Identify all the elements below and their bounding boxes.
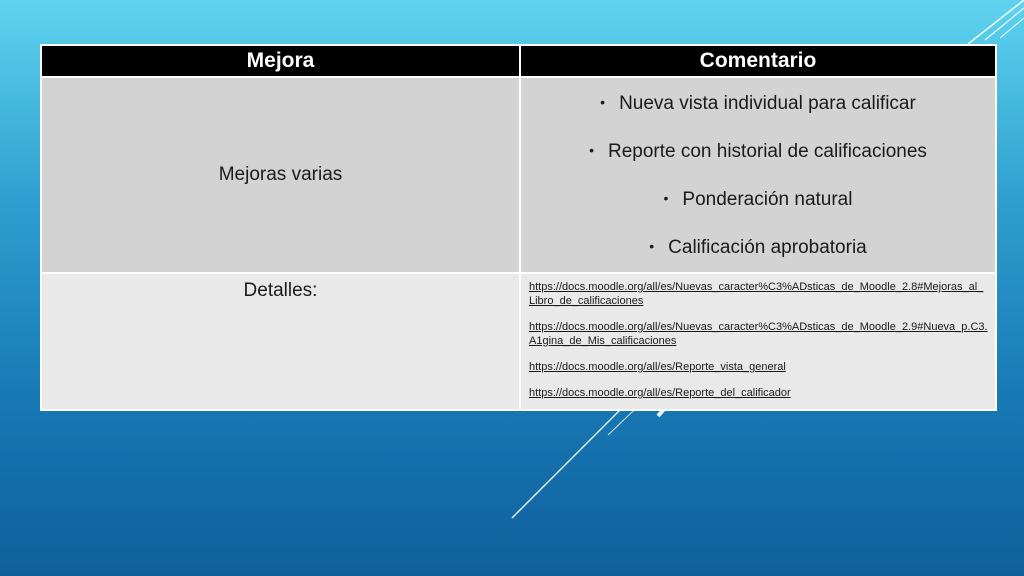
comparison-table: [40, 44, 997, 411]
table-row: [41, 77, 996, 273]
bullet-icon: •: [649, 238, 655, 254]
list-item-text: Calificación aprobatoria: [668, 237, 867, 258]
bullet-icon: •: [589, 142, 594, 158]
link-reporte-vista-general[interactable]: https://docs.moodle.org/all/es/Reporte_vista_general: [529, 361, 786, 373]
header-row: [41, 45, 996, 77]
header-comentario: Comentario: [520, 45, 996, 77]
link-moodle-2-8[interactable]: https://docs.moodle.org/all/es/Nuevas_caracter%C3%ADsticas_de_Moodle_2.8#Mejoras_al_Libro_de_calificaciones: [529, 281, 984, 307]
comentario-cell: [520, 77, 996, 273]
list-item: [522, 127, 994, 175]
list-item: [522, 175, 994, 223]
bullet-icon: •: [600, 94, 606, 110]
link-moodle-2-9[interactable]: https://docs.moodle.org/all/es/Nuevas_caracter%C3%ADsticas_de_Moodle_2.9#Nueva_p.C3.A1gina_de_Mis_calificaciones: [529, 321, 988, 347]
links-cell: [520, 273, 996, 410]
header-mejora: Mejora: [41, 45, 520, 77]
list-item: [522, 79, 994, 127]
table-row: [41, 273, 996, 410]
list-item: [522, 223, 994, 271]
link-reporte-calificador[interactable]: https://docs.moodle.org/all/es/Reporte_del_calificador: [529, 387, 791, 399]
improvement-list: [522, 79, 994, 271]
list-item-text: Reporte con historial de calificaciones: [607, 141, 927, 162]
mejoras-varias-label: Mejoras varias: [41, 77, 520, 273]
bullet-icon: •: [663, 190, 669, 206]
detalles-label: Detalles:: [41, 273, 520, 410]
list-item-text: Nueva vista individual para calificar: [619, 93, 916, 114]
list-item-text: Ponderación natural: [682, 189, 853, 210]
